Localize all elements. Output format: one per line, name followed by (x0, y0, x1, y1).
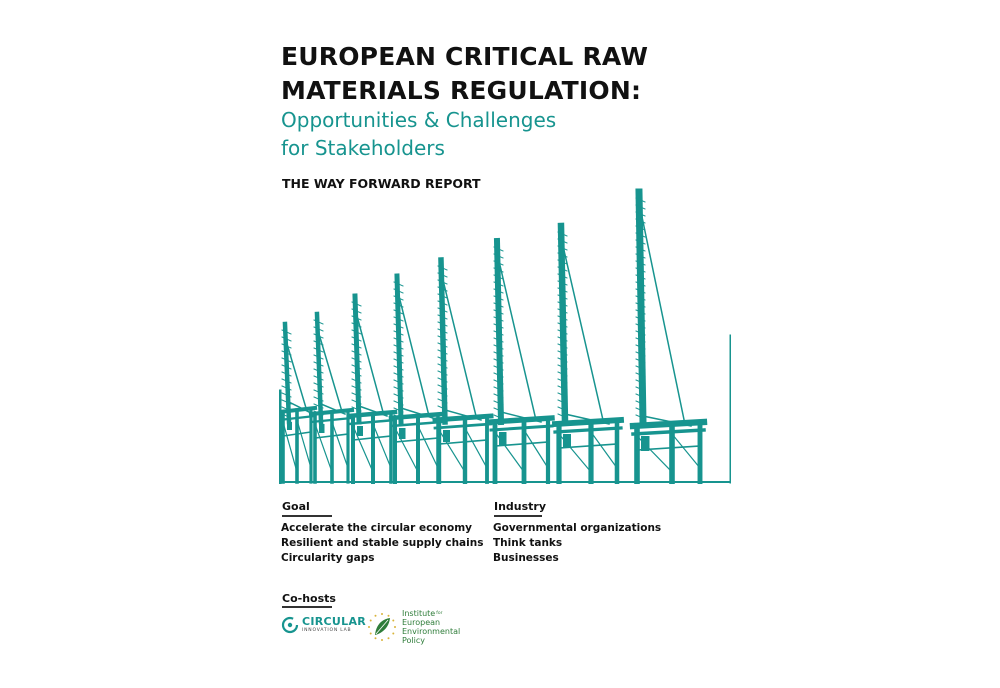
crane-stroke (418, 426, 438, 468)
goal-item: Accelerate the circular economy (281, 522, 472, 534)
crane-stroke (499, 261, 536, 418)
crane-stroke (297, 420, 311, 468)
crane-stroke (443, 280, 476, 416)
ieep-line-3: Environmental (402, 627, 461, 636)
subtitle-line-1: Opportunities & Challenges (281, 108, 557, 132)
title-line-1: EUROPEAN CRITICAL RAW (281, 42, 649, 71)
crane-stroke (399, 296, 429, 414)
crane-stroke (357, 316, 383, 412)
subtitle-line-2: for Stakeholders (281, 136, 445, 160)
crane-stroke (491, 426, 552, 430)
crane-stroke (555, 428, 621, 432)
crane-block (563, 434, 571, 448)
crane-block (357, 426, 363, 436)
crane-stroke (563, 246, 603, 420)
crane-block (443, 430, 450, 442)
goal-underline (282, 515, 332, 517)
crane-stroke (633, 430, 704, 434)
crane-stroke (555, 420, 621, 424)
industry-item: Businesses (493, 552, 559, 564)
industry-list (493, 521, 661, 566)
industry-item: Think tanks (493, 537, 563, 549)
ieep-line-1-small: for (436, 611, 443, 616)
cohosts-underline (282, 606, 332, 608)
crane-block (641, 436, 650, 451)
ieep-logo (365, 609, 460, 645)
circular-lab-name: CIRCULAR (302, 615, 367, 628)
goal-list (281, 521, 483, 566)
ieep-line-1: Institute (402, 609, 436, 618)
cohosts-heading: Co-hosts (282, 592, 336, 605)
circular-lab-logo-icon (281, 616, 299, 634)
crane-stroke (641, 212, 685, 422)
report-label: THE WAY FORWARD REPORT (282, 176, 481, 191)
crane-block (399, 428, 406, 439)
goal-item: Circularity gaps (281, 552, 375, 564)
crane-stroke (439, 430, 465, 472)
circular-innovation-lab-logo (281, 616, 366, 634)
goal-item: Resilient and stable supply chains (281, 537, 484, 549)
ieep-line-4: Policy (402, 636, 426, 645)
leaf-logo-icon (365, 610, 399, 644)
ieep-line-2: European (402, 618, 441, 627)
crane-stroke (524, 430, 548, 468)
crane-stroke (639, 192, 643, 422)
crane-stroke (332, 422, 348, 468)
crane-block (319, 424, 325, 433)
crane-stroke (395, 428, 418, 472)
title-line-2: MATERIALS REGULATION: (281, 76, 642, 105)
crane-block (287, 422, 292, 430)
industry-item: Governmental organizations (493, 522, 662, 534)
crane-stroke (465, 428, 487, 468)
industry-underline (494, 515, 542, 517)
crane-block (499, 432, 507, 445)
crane-stroke (672, 434, 700, 468)
circular-lab-sub: INNOVATION LAB (302, 628, 352, 633)
goal-heading: Goal (282, 500, 310, 513)
crane-stroke (373, 424, 391, 468)
report-title (281, 40, 701, 108)
crane-stroke (591, 432, 617, 468)
report-subtitle (281, 106, 681, 162)
crane-stroke (633, 422, 704, 426)
crane-illustration (279, 186, 731, 484)
industry-heading: Industry (494, 500, 547, 513)
